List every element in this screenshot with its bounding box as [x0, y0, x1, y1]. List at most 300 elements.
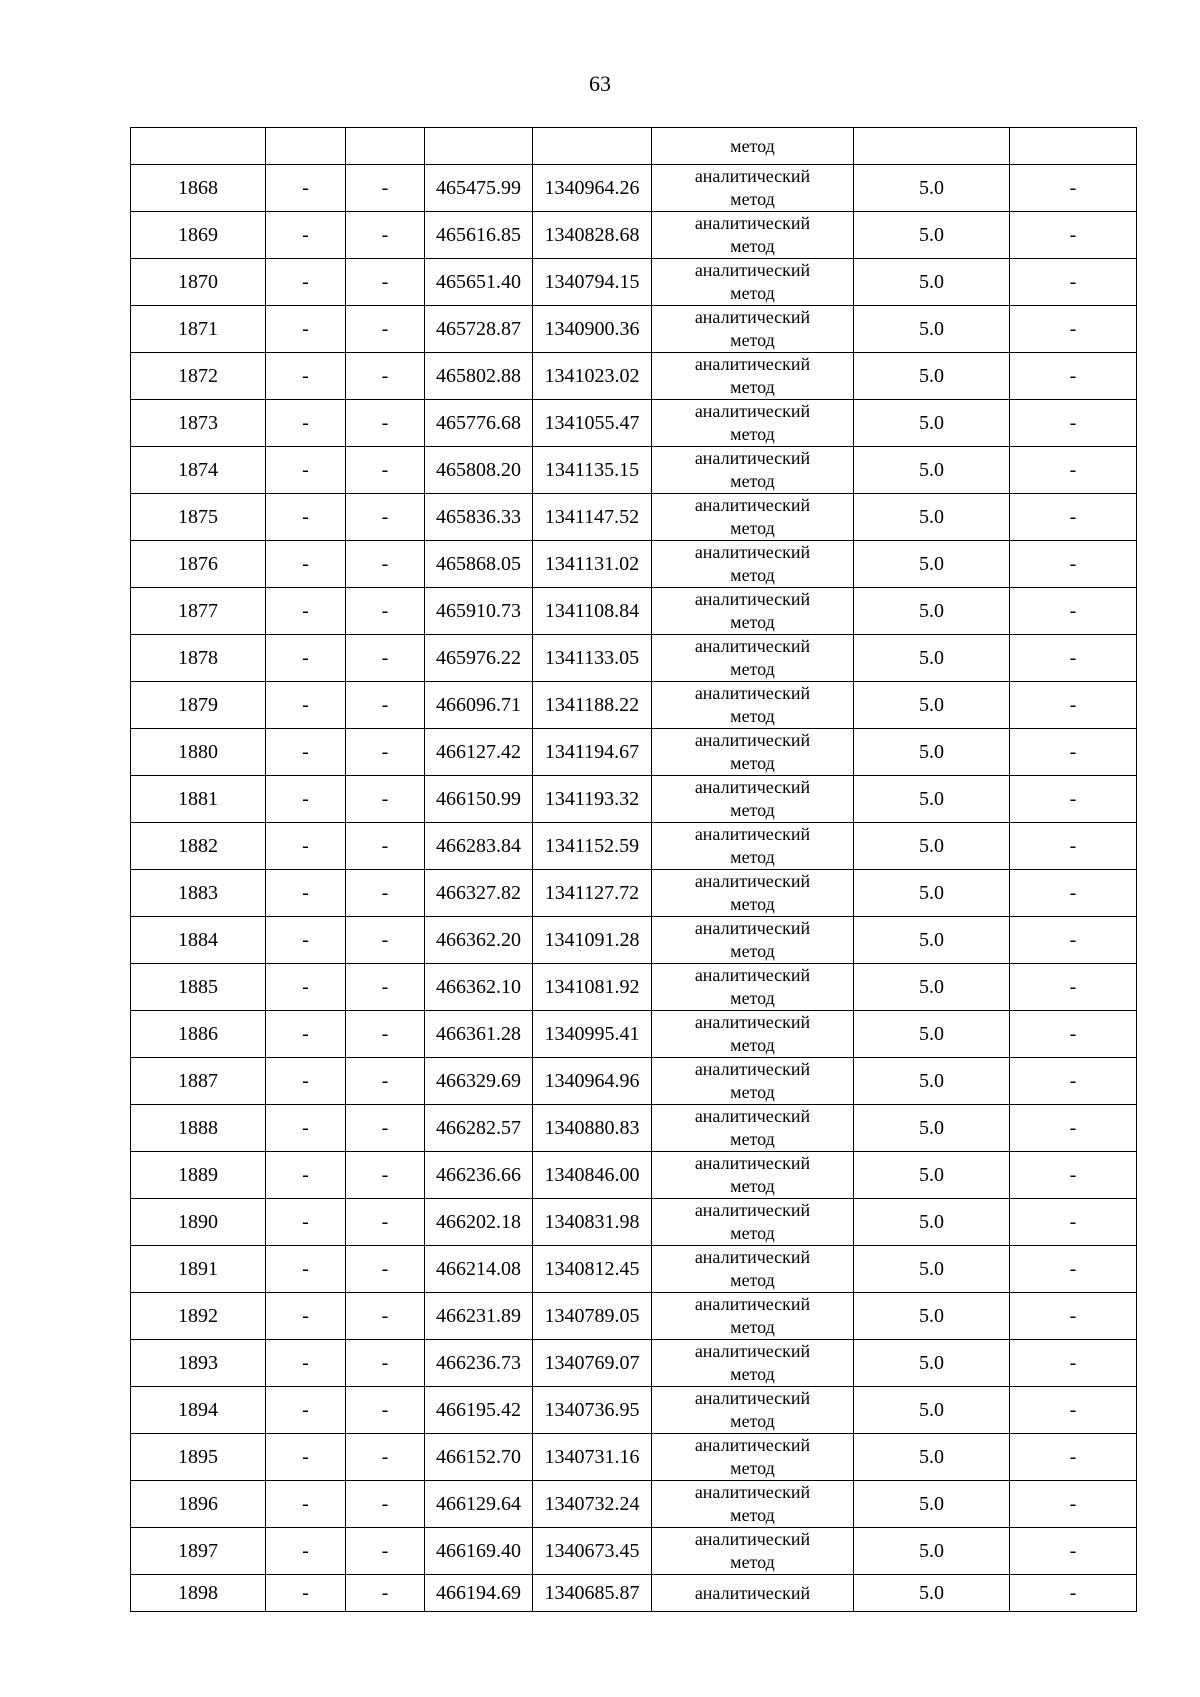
- cell-y: [533, 128, 652, 165]
- cell-note: -: [1010, 1199, 1137, 1246]
- cell-method: [652, 1481, 854, 1528]
- cell-point-number: 1893: [131, 1340, 266, 1387]
- cell-col-b: -: [346, 306, 425, 353]
- cell-x: 465651.40: [425, 259, 533, 306]
- cell-note: -: [1010, 353, 1137, 400]
- cell-y: 1341108.84: [533, 588, 652, 635]
- cell-col-b: -: [346, 165, 425, 212]
- cell-y: 1340995.41: [533, 1011, 652, 1058]
- cell-point-number: 1869: [131, 212, 266, 259]
- cell-y: 1340964.96: [533, 1058, 652, 1105]
- cell-method: [652, 1387, 854, 1434]
- cell-accuracy: 5.0: [854, 1011, 1010, 1058]
- cell-note: -: [1010, 212, 1137, 259]
- method-line-1: аналитический: [694, 542, 811, 562]
- cell-col-a: -: [266, 1058, 346, 1105]
- table-row: [131, 1575, 1137, 1612]
- cell-y: 1340831.98: [533, 1199, 652, 1246]
- cell-x: 466231.89: [425, 1293, 533, 1340]
- method-line-2: метод: [730, 1317, 775, 1337]
- cell-method: [652, 353, 854, 400]
- cell-point-number: 1877: [131, 588, 266, 635]
- cell-method: [652, 1152, 854, 1199]
- cell-col-b: -: [346, 1199, 425, 1246]
- cell-x: 466194.69: [425, 1575, 533, 1612]
- cell-method: метод: [652, 128, 854, 165]
- cell-x: 466236.73: [425, 1340, 533, 1387]
- cell-x: 466282.57: [425, 1105, 533, 1152]
- cell-accuracy: 5.0: [854, 165, 1010, 212]
- table-row: [131, 259, 1137, 306]
- cell-accuracy: 5.0: [854, 1152, 1010, 1199]
- cell-point-number: 1895: [131, 1434, 266, 1481]
- method-line-1: аналитический: [694, 354, 811, 374]
- cell-accuracy: 5.0: [854, 1199, 1010, 1246]
- cell-col-b: -: [346, 447, 425, 494]
- method-line-1: аналитический: [694, 213, 811, 233]
- cell-col-b: -: [346, 917, 425, 964]
- method-line-2: метод: [730, 847, 775, 867]
- cell-col-a: -: [266, 1481, 346, 1528]
- cell-point-number: 1889: [131, 1152, 266, 1199]
- method-line-1: аналитический: [694, 965, 811, 985]
- cell-y: 1341188.22: [533, 682, 652, 729]
- cell-col-b: -: [346, 1575, 425, 1612]
- method-line-2: метод: [730, 1458, 775, 1478]
- cell-method: [652, 1011, 854, 1058]
- cell-accuracy: 5.0: [854, 682, 1010, 729]
- table-row: [131, 729, 1137, 776]
- table-row: [131, 917, 1137, 964]
- cell-point-number: 1868: [131, 165, 266, 212]
- cell-y: 1340732.24: [533, 1481, 652, 1528]
- method-line-2: метод: [730, 471, 775, 491]
- cell-col-b: -: [346, 1058, 425, 1105]
- cell-method: [652, 635, 854, 682]
- method-line-1: аналитический: [694, 166, 811, 186]
- table-row: [131, 447, 1137, 494]
- method-line-1: аналитический: [694, 589, 811, 609]
- method-line-1: аналитический: [694, 1294, 811, 1314]
- cell-accuracy: 5.0: [854, 259, 1010, 306]
- cell-x: 466202.18: [425, 1199, 533, 1246]
- cell-note: -: [1010, 1340, 1137, 1387]
- method-line-2: метод: [730, 283, 775, 303]
- cell-col-a: -: [266, 1152, 346, 1199]
- cell-method: [652, 682, 854, 729]
- cell-method: [652, 870, 854, 917]
- cell-col-a: -: [266, 1528, 346, 1575]
- cell-point-number: 1890: [131, 1199, 266, 1246]
- cell-y: 1341147.52: [533, 494, 652, 541]
- method-line-1: аналитический: [694, 1059, 811, 1079]
- cell-note: [1010, 128, 1137, 165]
- table-row: [131, 1058, 1137, 1105]
- cell-col-a: -: [266, 1434, 346, 1481]
- cell-x: 466362.20: [425, 917, 533, 964]
- method-line-2: метод: [730, 1223, 775, 1243]
- cell-point-number: 1897: [131, 1528, 266, 1575]
- cell-y: 1341131.02: [533, 541, 652, 588]
- method-line-1: аналитический: [694, 1247, 811, 1267]
- cell-col-b: -: [346, 1434, 425, 1481]
- cell-point-number: 1880: [131, 729, 266, 776]
- cell-point-number: 1872: [131, 353, 266, 400]
- method-line-2: метод: [730, 236, 775, 256]
- cell-note: -: [1010, 1293, 1137, 1340]
- table-body: [131, 128, 1137, 1612]
- cell-note: -: [1010, 1058, 1137, 1105]
- cell-col-b: -: [346, 353, 425, 400]
- cell-y: 1341194.67: [533, 729, 652, 776]
- method-line-1: аналитический: [694, 1529, 811, 1549]
- cell-method: [652, 588, 854, 635]
- cell-col-b: -: [346, 1481, 425, 1528]
- cell-col-b: -: [346, 1152, 425, 1199]
- cell-point-number: 1871: [131, 306, 266, 353]
- cell-accuracy: 5.0: [854, 588, 1010, 635]
- method-line-2: метод: [730, 189, 775, 209]
- cell-point-number: [131, 128, 266, 165]
- cell-method: [652, 259, 854, 306]
- cell-accuracy: 5.0: [854, 1481, 1010, 1528]
- cell-x: 466362.10: [425, 964, 533, 1011]
- cell-method: [652, 1105, 854, 1152]
- table-row: [131, 1105, 1137, 1152]
- cell-accuracy: 5.0: [854, 447, 1010, 494]
- cell-col-a: -: [266, 1011, 346, 1058]
- cell-y: 1340880.83: [533, 1105, 652, 1152]
- cell-col-b: -: [346, 1011, 425, 1058]
- cell-note: -: [1010, 1011, 1137, 1058]
- cell-col-b: -: [346, 776, 425, 823]
- method-line-2: метод: [730, 1552, 775, 1572]
- cell-col-b: -: [346, 494, 425, 541]
- method-line-1: аналитический: [694, 683, 811, 703]
- cell-col-a: -: [266, 823, 346, 870]
- cell-col-a: -: [266, 306, 346, 353]
- table-row: [131, 212, 1137, 259]
- cell-y: 1341055.47: [533, 400, 652, 447]
- page-number: 63: [589, 71, 611, 96]
- cell-note: -: [1010, 776, 1137, 823]
- cell-col-b: -: [346, 541, 425, 588]
- coordinates-table: [130, 127, 1137, 1612]
- cell-accuracy: 5.0: [854, 1340, 1010, 1387]
- cell-x: 466327.82: [425, 870, 533, 917]
- cell-accuracy: 5.0: [854, 1528, 1010, 1575]
- cell-col-b: -: [346, 212, 425, 259]
- method-line-2: метод: [730, 518, 775, 538]
- table-row: [131, 400, 1137, 447]
- cell-method: [652, 1434, 854, 1481]
- cell-point-number: 1873: [131, 400, 266, 447]
- table-row: [131, 1340, 1137, 1387]
- cell-note: -: [1010, 729, 1137, 776]
- cell-col-a: -: [266, 729, 346, 776]
- cell-x: 465836.33: [425, 494, 533, 541]
- cell-col-b: -: [346, 1340, 425, 1387]
- cell-col-a: -: [266, 1340, 346, 1387]
- cell-accuracy: 5.0: [854, 212, 1010, 259]
- cell-point-number: 1894: [131, 1387, 266, 1434]
- method-line-2: метод: [730, 659, 775, 679]
- cell-point-number: 1876: [131, 541, 266, 588]
- continuation-row: [131, 128, 1137, 165]
- cell-point-number: 1874: [131, 447, 266, 494]
- cell-y: 1341023.02: [533, 353, 652, 400]
- cell-col-a: -: [266, 588, 346, 635]
- cell-accuracy: 5.0: [854, 917, 1010, 964]
- cell-point-number: 1881: [131, 776, 266, 823]
- cell-x: [425, 128, 533, 165]
- cell-col-a: -: [266, 1199, 346, 1246]
- cell-accuracy: 5.0: [854, 823, 1010, 870]
- cell-point-number: 1886: [131, 1011, 266, 1058]
- table-row: [131, 1152, 1137, 1199]
- cell-x: 466214.08: [425, 1246, 533, 1293]
- cell-col-b: -: [346, 1528, 425, 1575]
- cell-x: 465776.68: [425, 400, 533, 447]
- cell-point-number: 1882: [131, 823, 266, 870]
- cell-col-a: -: [266, 541, 346, 588]
- table-row: [131, 541, 1137, 588]
- method-line-2: метод: [730, 1176, 775, 1196]
- cell-method: [652, 400, 854, 447]
- method-line-2: метод: [730, 941, 775, 961]
- cell-x: 465976.22: [425, 635, 533, 682]
- cell-accuracy: 5.0: [854, 729, 1010, 776]
- table-row: [131, 776, 1137, 823]
- cell-accuracy: 5.0: [854, 635, 1010, 682]
- cell-note: -: [1010, 541, 1137, 588]
- table-row: [131, 494, 1137, 541]
- cell-col-b: -: [346, 635, 425, 682]
- cell-col-b: -: [346, 823, 425, 870]
- cell-point-number: 1870: [131, 259, 266, 306]
- cell-method: [652, 212, 854, 259]
- table-row: [131, 682, 1137, 729]
- cell-col-a: -: [266, 964, 346, 1011]
- cell-col-a: [266, 128, 346, 165]
- table-row: [131, 964, 1137, 1011]
- cell-col-a: -: [266, 400, 346, 447]
- cell-method: [652, 1058, 854, 1105]
- cell-point-number: 1892: [131, 1293, 266, 1340]
- table-row: [131, 306, 1137, 353]
- method-line-2: метод: [730, 753, 775, 773]
- cell-col-a: -: [266, 1387, 346, 1434]
- cell-accuracy: 5.0: [854, 776, 1010, 823]
- cell-col-b: -: [346, 588, 425, 635]
- cell-x: 465475.99: [425, 165, 533, 212]
- cell-y: 1341091.28: [533, 917, 652, 964]
- cell-col-b: -: [346, 682, 425, 729]
- cell-accuracy: 5.0: [854, 306, 1010, 353]
- cell-method: [652, 964, 854, 1011]
- cell-y: 1340828.68: [533, 212, 652, 259]
- cell-method: [652, 494, 854, 541]
- cell-col-b: -: [346, 729, 425, 776]
- cell-method: [652, 1246, 854, 1293]
- cell-note: -: [1010, 259, 1137, 306]
- cell-note: -: [1010, 447, 1137, 494]
- cell-note: -: [1010, 964, 1137, 1011]
- method-line-1: аналитический: [694, 401, 811, 421]
- cell-accuracy: 5.0: [854, 1575, 1010, 1612]
- cell-col-a: -: [266, 494, 346, 541]
- cell-x: 465868.05: [425, 541, 533, 588]
- table-row: [131, 1387, 1137, 1434]
- cell-method: [652, 1293, 854, 1340]
- method-line-1: аналитический: [694, 1012, 811, 1032]
- cell-y: 1340789.05: [533, 1293, 652, 1340]
- cell-y: 1341081.92: [533, 964, 652, 1011]
- method-line-1: аналитический: [694, 871, 811, 891]
- method-line-2: метод: [730, 424, 775, 444]
- cell-col-b: -: [346, 1293, 425, 1340]
- method-line-1: аналитический: [694, 1341, 811, 1361]
- cell-x: 465802.88: [425, 353, 533, 400]
- table-row: [131, 635, 1137, 682]
- cell-y: 1340846.00: [533, 1152, 652, 1199]
- method-line-1: аналитический: [694, 636, 811, 656]
- cell-accuracy: [854, 128, 1010, 165]
- cell-note: -: [1010, 1105, 1137, 1152]
- table-row: [131, 353, 1137, 400]
- cell-point-number: 1898: [131, 1575, 266, 1612]
- cell-method: [652, 776, 854, 823]
- method-line-2: метод: [730, 1505, 775, 1525]
- cell-point-number: 1896: [131, 1481, 266, 1528]
- cell-col-b: -: [346, 1246, 425, 1293]
- cell-col-a: -: [266, 165, 346, 212]
- method-line-2: метод: [730, 800, 775, 820]
- cell-method: [652, 1199, 854, 1246]
- table-row: [131, 165, 1137, 212]
- method-line-2: метод: [730, 1129, 775, 1149]
- cell-note: -: [1010, 870, 1137, 917]
- table-row: [131, 870, 1137, 917]
- cell-col-a: -: [266, 1575, 346, 1612]
- cell-x: 465728.87: [425, 306, 533, 353]
- cell-y: 1340900.36: [533, 306, 652, 353]
- cell-note: -: [1010, 823, 1137, 870]
- cell-y: 1340964.26: [533, 165, 652, 212]
- cell-point-number: 1879: [131, 682, 266, 729]
- cell-point-number: 1887: [131, 1058, 266, 1105]
- cell-x: 466152.70: [425, 1434, 533, 1481]
- cell-y: 1341193.32: [533, 776, 652, 823]
- table-row: [131, 1246, 1137, 1293]
- method-line-2: метод: [730, 1270, 775, 1290]
- method-line-1: аналитический: [694, 307, 811, 327]
- cell-note: -: [1010, 400, 1137, 447]
- cell-accuracy: 5.0: [854, 541, 1010, 588]
- cell-x: 466283.84: [425, 823, 533, 870]
- cell-y: 1341127.72: [533, 870, 652, 917]
- cell-x: 466329.69: [425, 1058, 533, 1105]
- cell-accuracy: 5.0: [854, 1387, 1010, 1434]
- cell-x: 466150.99: [425, 776, 533, 823]
- method-line-1: аналитический: [694, 730, 811, 750]
- cell-col-a: -: [266, 917, 346, 964]
- cell-col-b: -: [346, 259, 425, 306]
- cell-point-number: 1888: [131, 1105, 266, 1152]
- cell-col-b: -: [346, 400, 425, 447]
- method-line-1: аналитический: [694, 448, 811, 468]
- method-line-2: метод: [730, 330, 775, 350]
- cell-col-a: -: [266, 259, 346, 306]
- cell-accuracy: 5.0: [854, 353, 1010, 400]
- method-line-2: метод: [730, 612, 775, 632]
- cell-note: -: [1010, 917, 1137, 964]
- cell-note: -: [1010, 1387, 1137, 1434]
- cell-col-a: -: [266, 870, 346, 917]
- cell-point-number: 1884: [131, 917, 266, 964]
- cell-method: [652, 823, 854, 870]
- cell-y: 1340769.07: [533, 1340, 652, 1387]
- table-row: [131, 823, 1137, 870]
- method-line-1: аналитический: [694, 1482, 811, 1502]
- cell-x: 466236.66: [425, 1152, 533, 1199]
- cell-point-number: 1878: [131, 635, 266, 682]
- cell-x: 466361.28: [425, 1011, 533, 1058]
- cell-note: -: [1010, 1575, 1137, 1612]
- cell-col-a: -: [266, 1246, 346, 1293]
- table-row: [131, 1199, 1137, 1246]
- cell-x: 466169.40: [425, 1528, 533, 1575]
- method-line-2: метод: [730, 377, 775, 397]
- cell-method: [652, 1340, 854, 1387]
- cell-accuracy: 5.0: [854, 1434, 1010, 1481]
- cell-col-a: -: [266, 776, 346, 823]
- cell-method: [652, 917, 854, 964]
- cell-method: [652, 165, 854, 212]
- table-row: [131, 1481, 1137, 1528]
- cell-col-b: -: [346, 870, 425, 917]
- cell-x: 465910.73: [425, 588, 533, 635]
- cell-accuracy: 5.0: [854, 1293, 1010, 1340]
- cell-x: 466129.64: [425, 1481, 533, 1528]
- cell-x: 465616.85: [425, 212, 533, 259]
- cell-y: 1340685.87: [533, 1575, 652, 1612]
- cell-method: [652, 306, 854, 353]
- cell-col-a: -: [266, 682, 346, 729]
- cell-y: 1340794.15: [533, 259, 652, 306]
- cell-method: [652, 447, 854, 494]
- cell-x: 466096.71: [425, 682, 533, 729]
- cell-col-b: -: [346, 1105, 425, 1152]
- cell-note: -: [1010, 1528, 1137, 1575]
- cell-note: -: [1010, 635, 1137, 682]
- method-line-2: метод: [730, 565, 775, 585]
- method-line-2: метод: [730, 706, 775, 726]
- table-row: [131, 1293, 1137, 1340]
- cell-method: [652, 541, 854, 588]
- cell-note: -: [1010, 494, 1137, 541]
- cell-x: 465808.20: [425, 447, 533, 494]
- table-row: [131, 1528, 1137, 1575]
- method-line-1: аналитический: [694, 260, 811, 280]
- cell-col-a: -: [266, 447, 346, 494]
- table-row: [131, 1011, 1137, 1058]
- cell-col-b: [346, 128, 425, 165]
- cell-method: аналитический: [652, 1575, 854, 1612]
- cell-col-b: -: [346, 1387, 425, 1434]
- cell-method: [652, 729, 854, 776]
- method-line-2: метод: [730, 1035, 775, 1055]
